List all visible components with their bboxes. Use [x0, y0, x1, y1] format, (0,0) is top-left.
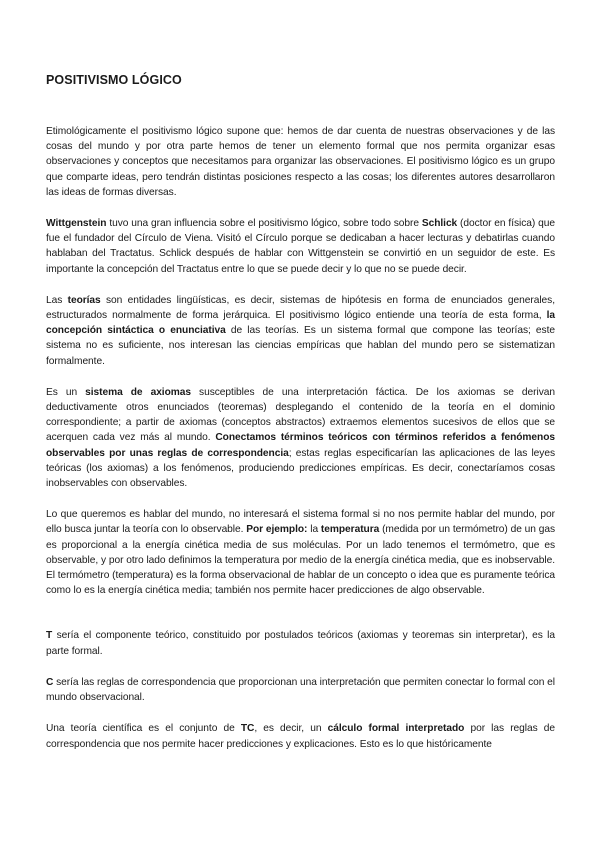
paragraph-wittgenstein: Wittgenstein tuvo una gran influencia sobre el positivismo lógico, sobre todo sobre Schlick (doctor en física) que fue el fundador del Círculo de Viena. Visitó el Círculo porque se dedicaban a hacer lecturas y debatirlas cuando hablaban del Tractatus. Schlick después de hablar con Wittgenstein se convirtió en un seguidor de este. Es importante la concepción del Tractatus entre lo que se puede decir y lo que no se puede decir.: [46, 218, 555, 275]
paragraph-ejemplo: Lo que queremos es hablar del mundo, no interesará el sistema formal si no nos permite hablar del mundo, por ello busca juntar la teoría con lo observable. Por ejemplo: la temperatura (medida por un termómetro) de un gas es proporcional a la energía cinética media de sus moléculas. Por un lado tenemos el termómetro, que es observable, y por otro lado definimos la temperatura por medio de la energía cinética media, que es inobservable. El termómetro (temperatura) es la forma observacional de hablar de un concepto o idea que es puramente teórica como lo es la energía cinética media; también nos permite hacer predicciones de algo observable.: [46, 509, 556, 597]
paragraph-t-component: T sería el componente teórico, constituido por postulados teóricos (axiomas y teoremas sin interpretar), es la parte formal.: [46, 630, 555, 657]
paragraph-axiomas: Es un sistema de axiomas susceptibles de una interpretación fáctica. De los axiomas se derivan deductivamente otros enunciados (teoremas) desplegando el contenido de la teoría en el dominio correspondiente; a partir de axiomas (conceptos abstractos) extraemos elementos sucesivos de ellos que se acerquen cada vez más al mundo. Conectamos términos teóricos con términos referidos a fenómenos observables por unas reglas de correspondencia; estas reglas especificarían las aplicaciones de las leyes teóricas (los axiomas) a los fenómenos, produciendo predicciones empíricas. Es decir, conectaríamos cosas inobservables con observables.: [46, 386, 556, 490]
document-body: [46, 124, 555, 768]
paragraph-intro: Etimológicamente el positivismo lógico supone que: hemos de dar cuenta de nuestras observaciones y de las cosas del mundo y por otra parte hemos de tener un elemento formal que nos permita organizar esas observaciones y conceptos que necesitamos para organizar las observaciones. El positivismo lógico es un grupo que comparte ideas, pero tendrán distintas posiciones respecto a las cosas; los diferentes autores desarrollaron las ideas de formas diversas.: [46, 126, 555, 198]
paragraph-teorias: Las teorías son entidades lingüísticas, es decir, sistemas de hipótesis en forma de enunciados generales, estructurados normalmente de forma jerárquica. El positivismo lógico entiende una teoría de esta forma, la concepción sintáctica o enunciativa de las teorías. Es un sistema formal que compone las teorías; este sistema no es suficiente, nos interesan las ciencias empíricas que hablan del mundo pero se sistematizan formalmente.: [46, 294, 555, 367]
paragraph-tc: Una teoría científica es el conjunto de TC, es decir, un cálculo formal interpretado por las reglas de correspondencia que nos permite hacer predicciones y explicaciones. Esto es lo que históricamente: [46, 723, 556, 750]
page-title: POSITIVISMO LÓGICO: [46, 73, 182, 87]
paragraph-c-component: C sería las reglas de correspondencia que proporcionan una interpretación que permiten conectar lo formal con el mundo observacional.: [46, 676, 555, 704]
